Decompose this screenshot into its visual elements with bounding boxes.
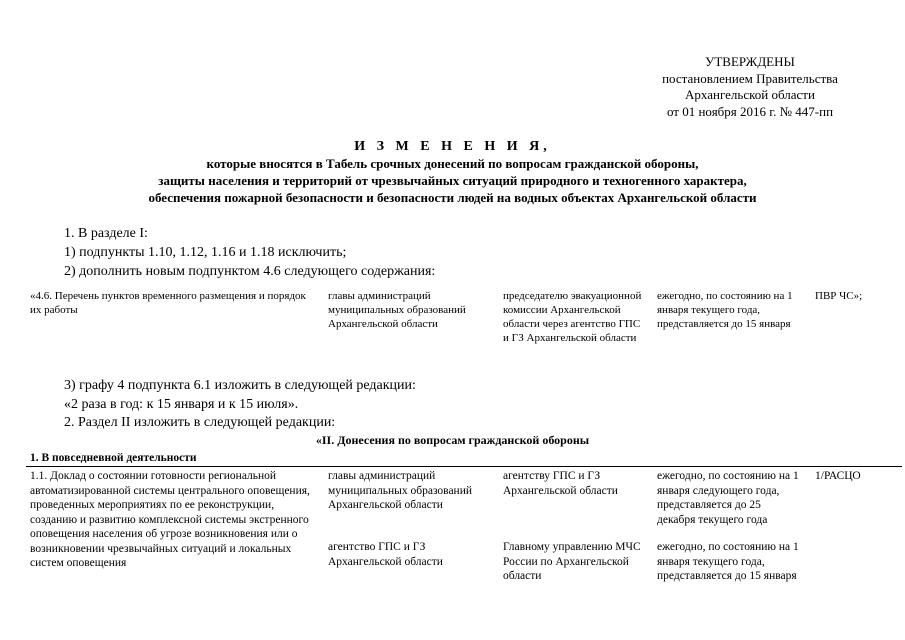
divider xyxy=(26,466,902,467)
item-subpoints-exclude: 1) подпункты 1.10, 1.12, 1.16 и 1.18 исключить; xyxy=(64,245,347,260)
sub-heading: 1. В повседневной деятельности xyxy=(30,452,197,464)
title-line-2: защиты населения и территорий от чрезвычайных ситуаций природного и техногенного характера, xyxy=(158,173,747,188)
item-graph-4-text: «2 раза в год: к 15 января и к 15 июля». xyxy=(64,397,299,412)
table2-row2-submitter: агентство ГПС и ГЗ Архангельской области xyxy=(328,541,443,568)
item-section-1: 1. В разделе I: xyxy=(64,226,148,241)
table1-col-code: ПВР ЧС»; xyxy=(815,290,863,302)
table2-row2-recipient: Главному управлению МЧС России по Архангельской области xyxy=(503,541,641,582)
approval-date: от 01 ноября 2016 г. № 447-пп xyxy=(666,103,834,119)
title-line-3: обеспечения пожарной безопасности и безопасности людей на водных объектах Архангельской области xyxy=(148,190,757,205)
approval-region: Архангельской области xyxy=(685,87,815,102)
section-heading: «II. Донесения по вопросам гражданской обороны xyxy=(315,433,590,447)
title-main: И З М Е Н Е Н И Я, xyxy=(354,139,551,154)
item-section-2: 2. Раздел II изложить в следующей редакции: xyxy=(64,415,336,430)
table1-col-submitter: главы администраций муниципальных образований Архангельской области xyxy=(328,290,466,330)
table2-row2-deadline: ежегодно, по состоянию на 1 января текущего года, представляется до 15 января xyxy=(657,541,799,582)
table1-col-recipient: председателю эвакуационной комиссии Архангельской области через агентство ГПС и ГЗ Архангельской области xyxy=(503,290,642,344)
approval-decree: постановлением Правительства xyxy=(662,70,838,86)
table2-row1-report: 1.1. Доклад о состоянии готовности региональной автоматизированной системы центрального оповещения, проведенных мероприятиях по ее реконструкции, созданию и развитию комплексной системы экстренного оповещения населения об угрозе возникновения или о возникновении чрезвычайных ситуаций и локальных систем оповещения xyxy=(30,470,310,569)
table2-row1-recipient: агентству ГПС и ГЗ Архангельской области xyxy=(503,470,618,497)
item-graph-4: 3) графу 4 подпункта 6.1 изложить в следующей редакции: xyxy=(64,378,416,393)
approval-title: УТВЕРЖДЕНЫ xyxy=(705,54,795,69)
table1-col-report: «4.6. Перечень пунктов временного размещения и порядок их работы xyxy=(30,290,306,316)
table2-row1-code: 1/РАСЦО xyxy=(815,470,861,482)
table1-col-deadline: ежегодно, по состоянию на 1 января текущего года, представляется до 15 января xyxy=(657,290,793,330)
table2-row1-deadline: ежегодно, по состоянию на 1 января следующего года, представляется до 25 декабря текущего года xyxy=(657,470,799,526)
title-line-1: которые вносятся в Табель срочных донесений по вопросам гражданской обороны, xyxy=(206,156,699,171)
approval-block xyxy=(600,54,900,120)
table2-row1-submitter: главы администраций муниципальных образований Архангельской области xyxy=(328,470,473,511)
item-add-subpoint: 2) дополнить новым подпунктом 4.6 следующего содержания: xyxy=(64,264,436,279)
document-title xyxy=(0,138,905,206)
